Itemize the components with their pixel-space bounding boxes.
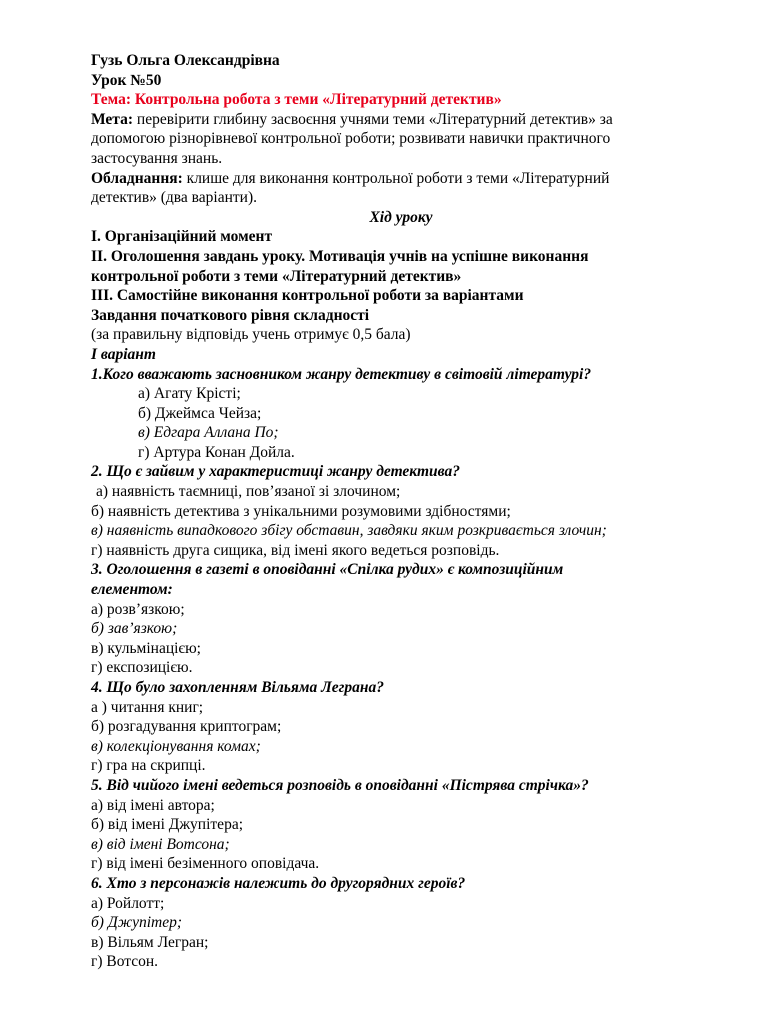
question-2-option-c: в) наявність випадкового збігу обставин, завдяки яким розкривається злочин; [91,522,607,540]
question-3-option-d: г) експозицією. [91,659,193,677]
goal-text-end: застосування знань. [91,149,223,167]
question-2-option-d: г) наявність друга сищика, від імені якого ведеться розповідь. [91,541,500,559]
question-1-option-b: б) Джеймса Чейза; [138,404,262,422]
question-3-option-c: в) кульмінацією; [91,639,201,657]
question-6-option-d: г) Вотсон. [91,953,159,971]
question-2: 2. Що є зайвим у характеристиці жанру детектива? [91,463,460,481]
question-2-option-b: б) наявність детектива з унікальними розумовими здібностями; [91,502,511,520]
question-1-option-a: а) Агату Крісті; [138,385,241,403]
author-name: Гузь Ольга Олександрівна [91,52,280,69]
equipment-text-cont: детектив» (два варіанти). [91,189,258,207]
question-3-cont: елементом: [91,581,173,599]
question-4: 4. Що було захопленням Вільяма Леграна? [91,679,384,696]
question-1: 1.Кого вважають засновником жанру детективу в світовій літературі? [91,365,592,383]
course-title: Хід уроку [369,208,433,226]
question-3-option-a: а) розв’язкою; [91,600,185,618]
question-6-option-a: а) Ройлотт; [91,894,165,912]
goal-line [91,110,711,130]
lesson-topic: Тема: Контрольна робота з теми «Літературний детектив» [91,91,502,109]
question-1-option-d: г) Артура Конан Дойла. [138,443,295,461]
question-5: 5. Від чийого імені ведеться розповідь в оповіданні «Пістрява стрічка»? [91,776,589,794]
lesson-number: Урок №50 [91,71,162,89]
question-6-option-b: б) Джупітер; [91,914,183,932]
equipment-label: Обладнання: [91,169,183,187]
question-3: 3. Оголошення в газеті в оповіданні «Спілка рудих» є композиційним [91,561,564,579]
step-3: ІІІ. Самостійне виконання контрольної роботи за варіантами [91,287,524,305]
goal-text-cont: допомогою різнорівневої контрольної роботи; розвивати навички практичного [91,130,611,148]
step-1: І. Організаційний момент [91,228,273,246]
question-5-option-c: в) від імені Вотсона; [91,835,230,853]
step-2-cont: контрольної роботи з теми «Літературний детектив» [91,267,462,285]
level-heading: Завдання початкового рівня складності [91,306,370,324]
question-5-option-b: б) від імені Джупітера; [91,816,244,834]
question-3-option-b: б) зав’язкою; [91,620,178,638]
question-6: 6. Хто з персонажів належить до другорядних героїв? [91,874,466,892]
question-4-option-b: б) розгадування криптограм; [91,718,282,736]
question-5-option-a: а) від імені автора; [91,796,215,814]
question-4-option-a: а ) читання книг; [91,698,204,716]
equipment-text: клише для виконання контрольної роботи з теми «Літературний [186,169,610,187]
goal-label: Мета: [91,110,134,128]
question-2-option-a: а) наявність таємниці, пов’язаної зі злочином; [96,483,401,501]
question-5-option-d: г) від імені безіменного оповідача. [91,855,320,873]
document-page [91,51,711,972]
question-4-option-d: г) гра на скрипці. [91,757,206,775]
question-4-option-c: в) колекціонування комах; [91,737,261,755]
variant-heading: І варіант [91,345,156,363]
question-1-option-c: в) Едгара Аллана По; [138,424,279,442]
step-2: ІІ. Оголошення завдань уроку. Мотивація учнів на успішне виконання [91,247,589,265]
equipment-line [91,169,711,189]
question-6-option-c: в) Вільям Легран; [91,933,209,951]
scoring-note: (за правильну відповідь учень отримує 0,5 бала) [91,326,411,344]
goal-text: перевірити глибину засвоєння учнями теми «Літературний детектив» за [136,110,613,128]
